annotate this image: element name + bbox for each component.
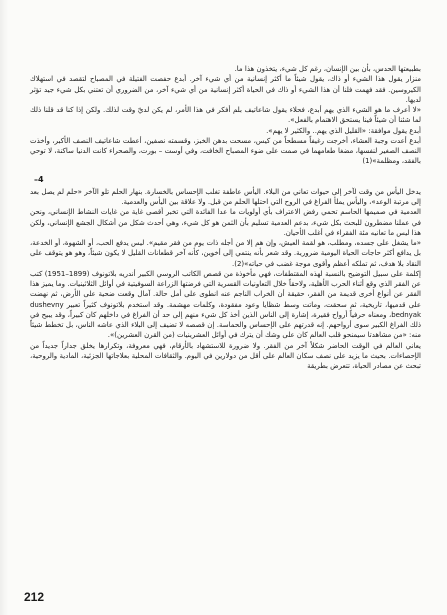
paragraph: بطبيعتها الحدس، بأن بين الإنسان، رغم كل شيء، يتخذون هذا ما. (234, 65, 421, 73)
paragraph: يعاني العالم في الوقت الحاضر شكلاً آخر من الفقر. ولا ضرورة للاستشهاد بالأرقام، فهي معروفة، وتكرارها يخلق جداراً جديداً من الإحصاءات. بحيث ما يزيد على نصف سكان العالم على أقل من دولارين في اليوم. والثقافات المحلية بعلاجاتها الجزئية، المادية والروحية، تبحث عن مصادر الحياة، تتعرض بطريقة (30, 341, 421, 370)
paragraph: العدمية في صميمها الحاسم تحمي رفض الاعتراف بأي أولويات ما عدا الفائدة التي تخبر أقصى غاية من غايات النشاط الإنساني، ونحن في عملنا مضطرون للبحث بكل شيء، بدعم العدمية تسليم بأن الثمن هو كل شيء، وهي أحدث شكل من أشكال الجشع الإنساني، ولكن هذا ليس ما تعانيه مئة الفقراء في أغلب الأحيان. (30, 208, 421, 237)
paragraph: أبدع أعدت وجبة العشاء، أخرجت رغيفاً مسطحاً من كيس، مسحت بدهن الخبز، وقسمته نصفين، أعطت شاعاتيف النصف الأكبر، وأخذت النصف الصغير لنفسها، مضغا طعامهما في صمت على ضوء المصباح الخافت، وفي أوست – بورت، والصحراء كانت الدنيا ساكنة، لا توحي بالفقد، ومظلمة»(1) (30, 136, 421, 166)
paragraph: «لا أعرف ما هو الشيء الذي يهم أبدع، فحلاء يقول شاعاتيف بلم أفكر في هذا الأمر، لم يكن لديّ وقت لذلك. ولكن إذا كنا قد قلنا ذلك لما شئنا أن شيئاً فينا يستحق الاهتمام بالفعل». (30, 106, 421, 125)
paragraph: إكلمة على سبيل التوضيح بالنسبة لهذه المقتطفات، فهي مأخوذة من قصص الكاتب الروسي الكبير أندريه بلاتونوف (1899–1951) كتب عن الفقر الذي وقع أثناء الحرب الأهلية، ولاحقاً خلال التعاونيات القسرية التي فرضتها الزراعة السوفيتية في أوائل الثلاثينيات. وما يميز هذا الفقر عن أنواع أخرى قديمة من الفقر، حقيقة أن الخراب الناجم عنه انطوى على أمل حالة. آمال وقعت ضحية على الأرض، ثم نهضت على قدميها، تاريخية، ثم سحقت، وماتت وسط شظايا وعود مفقودة، وكلمات مهشمة. وقد استخدم بلاتونوف كثيراً تعبير dushevny bednyak، ومعناه حرفياً أرواح فقيرة، إشارة إلى الناس الذين أخذ كل شيء منهم إلى حد أن الفراغ في داخلهم كان كبيراً، وقد يبيح في ذلك الفراغ الكبير سوى أرواحهم. إنه قدرتهم على الإحساس والحماسة. إن قصصه لا تضيف إلى البلاء الذي عاشه الناس، بل تخطط شيئاً منه: «من مشاهدتا سيمنحو قلب العالم كان على وشك أن يترك في أوائل العشرينيات (من القرن العشرين)». (30, 269, 421, 340)
paragraph: منزار يقول هذا الشيء أو ذاك، يقول شيئاً ما أكثر إنسانية من أي شيء آخر. أبدع حفصت الفتيلة في المصباح لتقصد في استهلاك الكيروسين. فقد فهمت فلنا أن هذا الشيء أو ذاك في الحياة أكثر إنسانية من أي شيء آخر، من الضروري أن تعتني بكل شيء جيد تؤثر لديها. (30, 75, 421, 104)
paragraph: يدخل اليأس من وقت لآخر إلى حيوات تعاني من البلاء. اليأس عاطفة تغلب الإحساس بالخسارة. بنهار الحلم تلو الآخر «حلم لم يصل بعد إلى مرتبة الوعد»، واليأس يملأ الفراغ في الروح التي احتلها الحلم من قبل. ولا علاقة بين اليأس والعدمية. (30, 187, 421, 206)
scan-edge-shadow (0, 0, 8, 615)
paragraph: «ما يشغل على جسده، ومطلب، هو لقمة العيش، وإن هم إلا من أجله ذات يوم من فقر مقيم». ليس يدفع الحب، أو الشهوة، أو الخدعة، بل يدافع أكثر حاجات الحياة اليومية ضرورية. وقد شعر بأنه ينتمي إلى أخوين، كأنه آخر قطعانات القليل لا يكون شيئاً، وهو هو يتوقف على النقاد بلا هدف، ثم تملكه أعظم وأقوى موجة غضب في حياته»(2). (30, 239, 421, 268)
section-number: 4– (34, 174, 44, 184)
paragraph: أبدع يقول موافقة: «القليل الذي يهم.. والكثير لا يهم». (266, 126, 421, 135)
body-text (30, 64, 421, 371)
page-number: 212 (24, 590, 45, 604)
